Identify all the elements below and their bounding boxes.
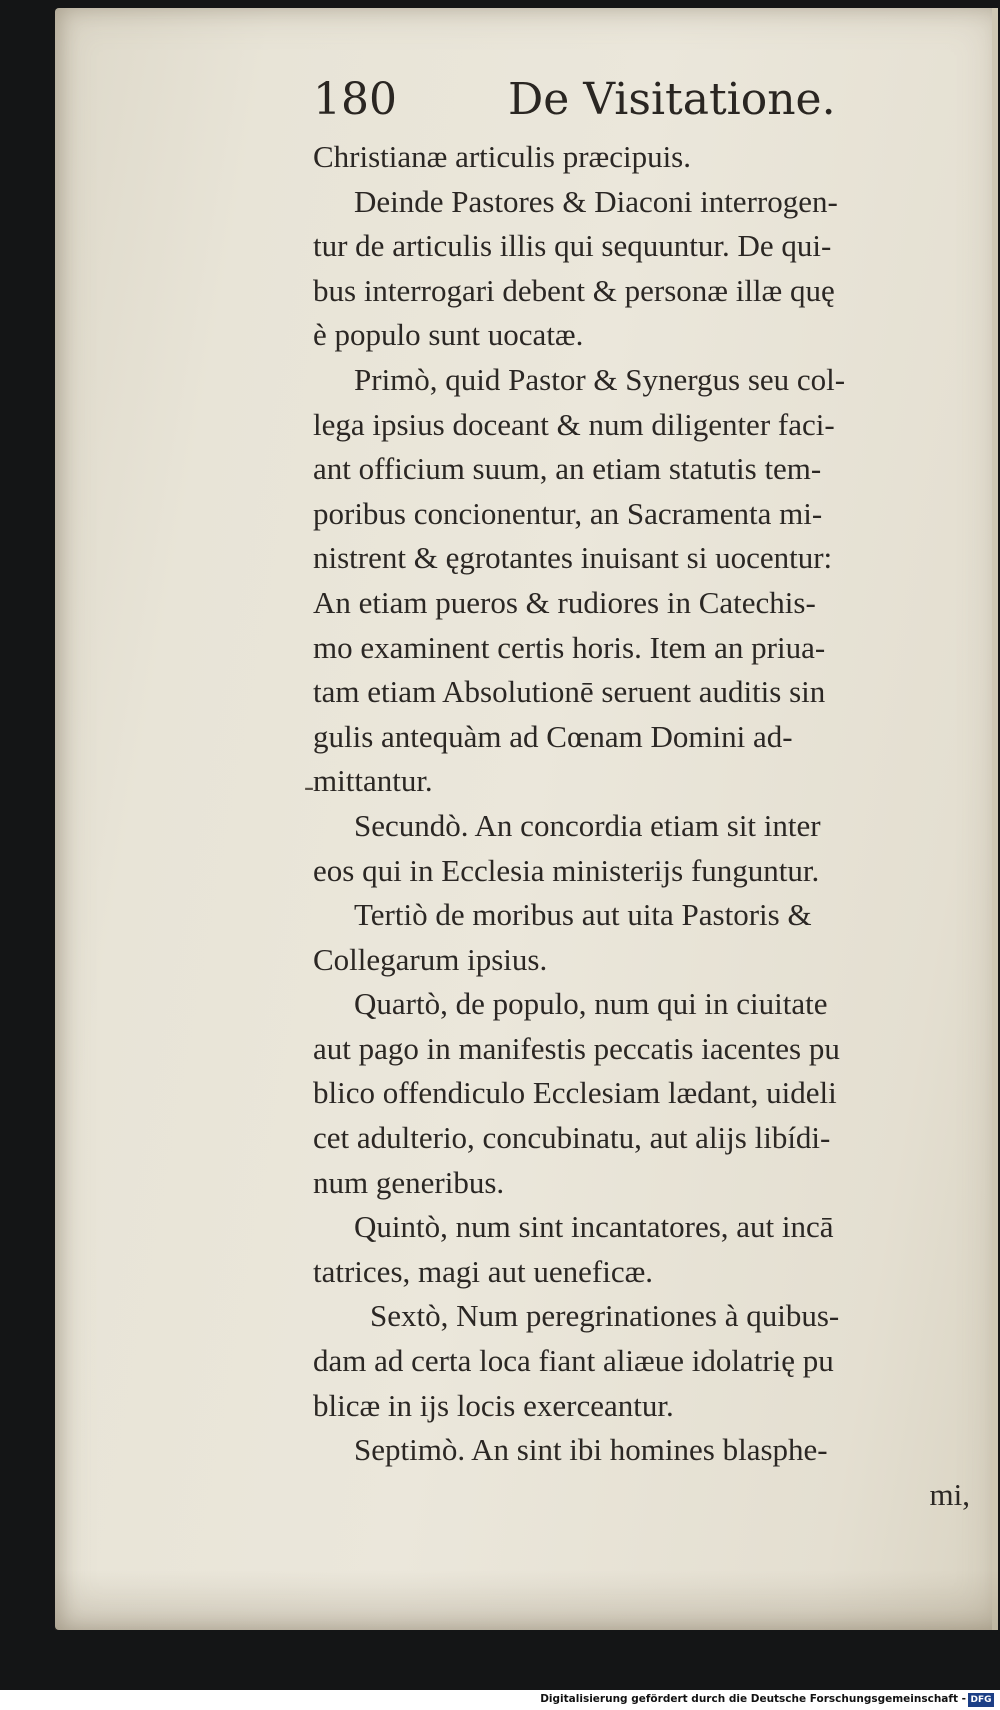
text-line: nistrent & ęgrotantes inuisant si uocentur:: [313, 540, 833, 576]
text-line: è populo sunt uocatæ.: [313, 317, 584, 353]
text-line: blicæ in ijs locis exerceantur.: [313, 1387, 674, 1423]
text-line: bus interrogari debent & personæ illæ quę: [313, 272, 835, 308]
running-title: De Visitatione.: [508, 74, 836, 125]
footer-bar: [0, 1690, 1000, 1710]
text-line: tur de articulis illis qui sequuntur. De qui-: [313, 228, 832, 264]
text-line: ant officium suum, an etiam statutis tem-: [313, 451, 822, 487]
text-line: Collegarum ipsius.: [313, 941, 548, 977]
text-line: cet adulterio, concubinatu, aut alijs libídi-: [313, 1120, 831, 1156]
text-line: gulis antequàm ad Cœnam Domini ad-: [313, 718, 793, 754]
text-line: Christianæ articulis præcipuis.: [313, 139, 691, 174]
text-line: Quartò, de populo, num qui in ciuitate: [354, 986, 828, 1022]
text-line: Sextò, Num peregrinationes à quibus-: [370, 1298, 840, 1334]
page-number: 180: [313, 74, 397, 125]
text-line: tam etiam Absolutionē seruent auditis sin: [313, 674, 826, 710]
text-line: num generibus.: [313, 1164, 505, 1200]
text-line: Quintò, num sint incantatores, aut incā: [354, 1209, 834, 1245]
text-line: tatrices, magi aut ueneficæ.: [313, 1253, 654, 1289]
body-text: [313, 135, 973, 1517]
dfg-logo: DFG: [968, 1693, 994, 1707]
text-line: eos qui in Ecclesia ministerijs funguntur.: [313, 852, 820, 888]
page-header: [313, 72, 836, 128]
text-line: Primò, quid Pastor & Synergus seu col-: [354, 361, 846, 397]
footer-credit: Digitalisierung gefördert durch die Deutsche Forschungsgemeinschaft -: [540, 1693, 966, 1705]
text-line: poribus concionentur, an Sacramenta mi-: [313, 495, 823, 531]
catchword: mi,: [929, 1476, 970, 1512]
text-line: lega ipsius doceant & num diligenter faci-: [313, 406, 835, 442]
text-line: Deinde Pastores & Diaconi interrogen-: [354, 183, 838, 219]
text-line: mo examinent certis horis. Item an priua-: [313, 629, 826, 665]
text-line: An etiam pueros & rudiores in Catechis-: [313, 584, 816, 620]
page-edge: [992, 8, 998, 1630]
text-line: Secundò. An concordia etiam sit inter: [354, 807, 821, 843]
page-shadow: [55, 1570, 998, 1630]
text-line: Septimò. An sint ibi homines blasphe-: [354, 1432, 828, 1468]
text-line: blico offendiculo Ecclesiam lædant, uideli: [313, 1075, 837, 1111]
text-line: aut pago in manifestis peccatis iacentes pu: [313, 1030, 840, 1066]
text-line: Tertiò de moribus aut uita Pastoris &: [354, 897, 812, 933]
text-line: dam ad certa loca fiant aliæue idolatrię pu: [313, 1343, 834, 1379]
text-line: mittantur.: [313, 763, 433, 799]
margin-hyphen-mark: -: [304, 770, 314, 803]
